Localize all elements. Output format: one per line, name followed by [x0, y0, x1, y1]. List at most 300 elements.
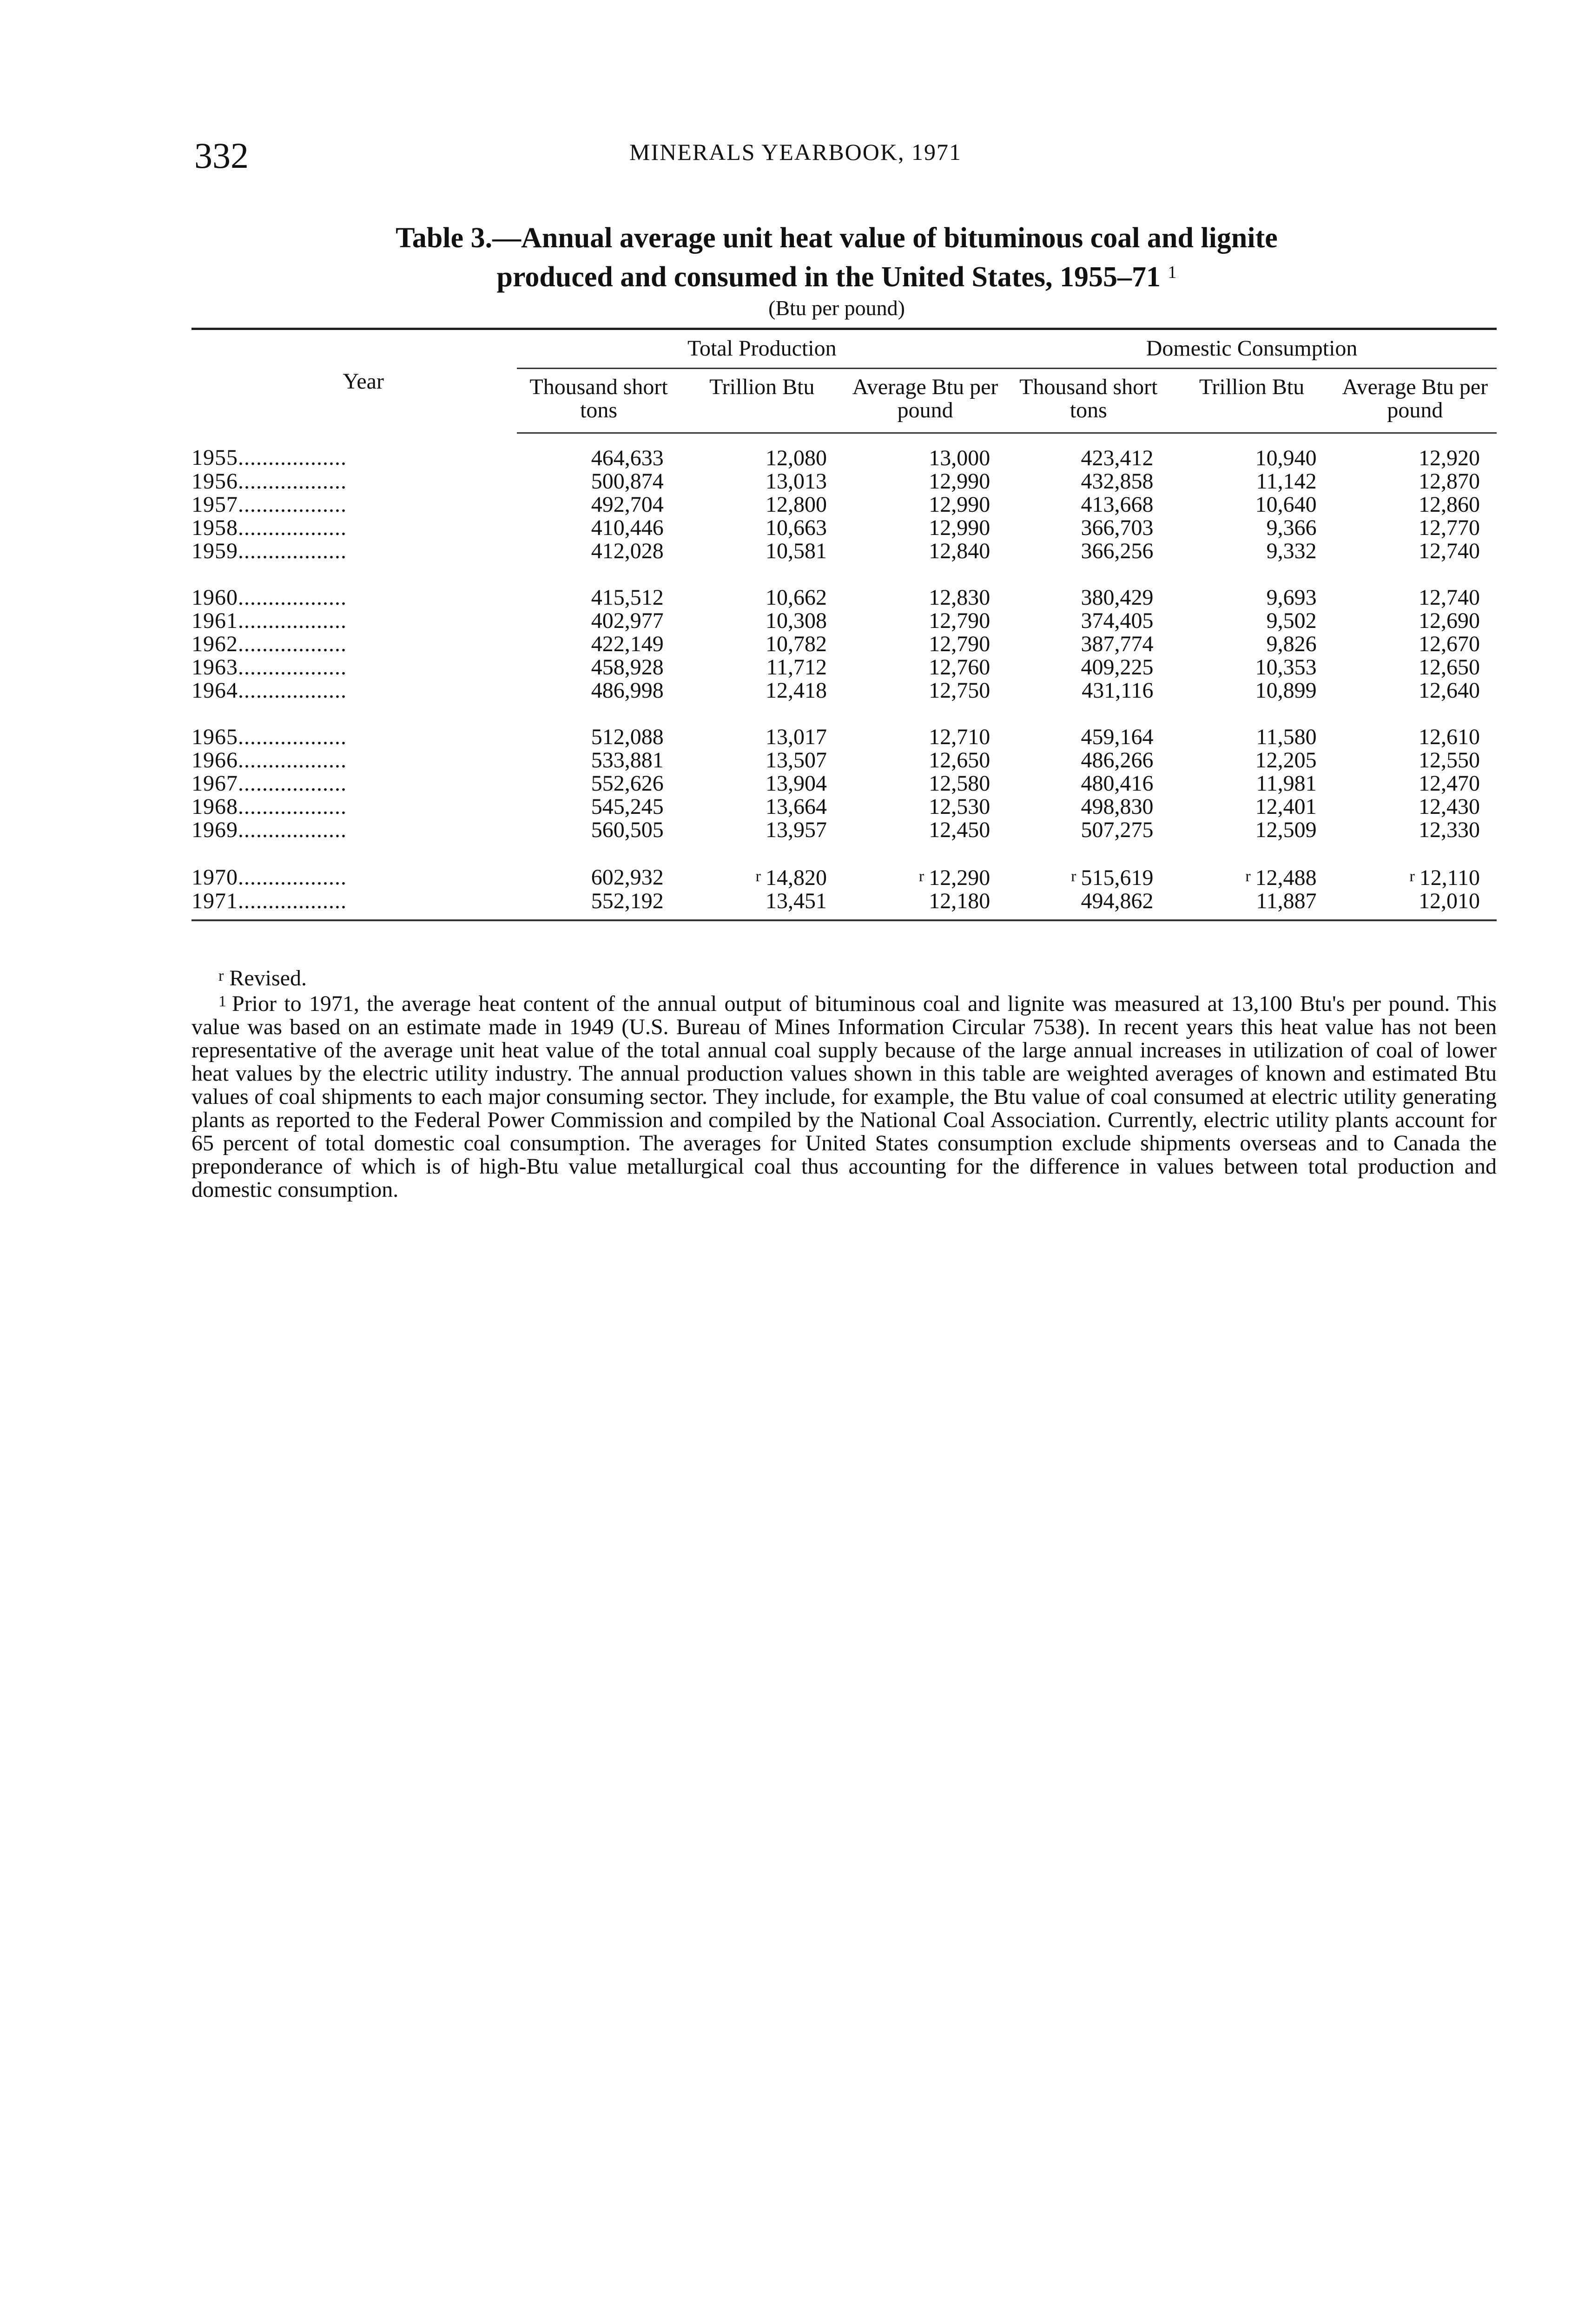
value-cell: [844, 656, 1007, 679]
revised-marker: r: [918, 868, 924, 885]
domestic-consumption-label: Domestic Consumption: [1146, 336, 1358, 361]
value-cell: [680, 702, 844, 749]
value-cell: [844, 433, 1007, 470]
cell-value: 13,000: [929, 446, 990, 470]
value-cell: [1007, 656, 1170, 679]
value-cell: [1007, 609, 1170, 633]
cell-value: 12,990: [929, 469, 990, 494]
value-cell: [1007, 433, 1170, 470]
leader-dots: ..................: [238, 516, 347, 540]
cell-value: 410,446: [591, 515, 664, 540]
year-cell: [191, 795, 517, 819]
value-cell: [1007, 890, 1170, 920]
cell-value: 12,550: [1419, 748, 1480, 772]
value-cell: [680, 563, 844, 609]
value-cell: [517, 890, 680, 920]
cell-value: 12,488: [1255, 865, 1317, 890]
value-cell: [844, 633, 1007, 656]
revised-text: Revised.: [229, 966, 307, 990]
table-row: [191, 563, 1497, 609]
total-production-group: [517, 329, 1007, 369]
heat-value-table-wrap: [191, 328, 1497, 921]
value-cell: [1170, 563, 1333, 609]
cell-value: 498,830: [1081, 794, 1154, 819]
table-row: [191, 749, 1497, 772]
cell-value: 13,013: [765, 469, 827, 494]
year-cell: [191, 702, 517, 749]
value-cell: [1007, 679, 1170, 702]
value-cell: [680, 433, 844, 470]
cell-value: 374,405: [1081, 608, 1154, 633]
value-cell: [680, 633, 844, 656]
footnote-1-text: Prior to 1971, the average heat content of the annual output of bituminous coal and lignite was measured at 13,100 Btu's per pound. This value was based on an estimate made in 1949 (U.S. Bureau of Mines Information Circular 7538). In recent years this heat value has not been representative of the average unit heat value of the total annual coal supply because of the large annual increases in utilization of coal of lower heat values by the electric utility industry. The annual production values shown in this table are weighted averages of known and estimated Btu values of coal shipments to each major consuming sector. They include, for example, the Btu value of coal consumed at electric utility generating plants as reported to the Federal Power Commission and compiled by the National Coal Association. Currently, electric utility plants account for 65 percent of total domestic coal consumption. The averages for United States consumption exclude shipments overseas and to Canada the preponderance of which is of high-Btu value metallurgical coal thus accounting for the difference in values between total production and domestic consumption.: [191, 991, 1497, 1202]
value-cell: [844, 609, 1007, 633]
cell-value: 507,275: [1081, 818, 1154, 842]
footnotes: [191, 964, 1497, 1202]
leader-dots: ..................: [238, 865, 347, 890]
cell-value: 431,116: [1082, 678, 1154, 703]
year-label: 1969: [191, 819, 238, 842]
running-head: MINERALS YEARBOOK, 1971: [629, 139, 962, 165]
value-cell: [680, 795, 844, 819]
value-cell: [844, 819, 1007, 842]
subheader-5: Average Btu per pound: [1334, 369, 1497, 433]
value-cell: [517, 493, 680, 516]
year-label: 1962: [191, 633, 238, 656]
value-cell: [1170, 656, 1333, 679]
table-title-line-2: [186, 255, 1487, 294]
cell-value: 12,920: [1419, 446, 1480, 470]
cell-value: 12,330: [1419, 818, 1480, 842]
year-cell: [191, 633, 517, 656]
value-cell: [517, 470, 680, 493]
year-cell: [191, 493, 517, 516]
table-row: [191, 842, 1497, 890]
value-cell: [844, 563, 1007, 609]
cell-value: 12,650: [929, 748, 990, 772]
value-cell: [1007, 563, 1170, 609]
leader-dots: ..................: [238, 749, 347, 772]
table-title-block: [186, 221, 1487, 322]
cell-value: 412,028: [591, 539, 664, 563]
revised-marker: r: [755, 868, 761, 885]
cell-value: 13,507: [765, 748, 827, 772]
footnote-1-marker: 1: [218, 993, 226, 1010]
value-cell: [844, 493, 1007, 516]
value-cell: [1007, 795, 1170, 819]
table-title-line-2-text: produced and consumed in the United States, 1955–71: [496, 261, 1161, 293]
cell-value: 11,981: [1256, 771, 1317, 796]
value-cell: [1007, 702, 1170, 749]
cell-value: 12,800: [765, 492, 827, 517]
cell-value: 11,142: [1256, 469, 1317, 494]
cell-value: 12,180: [929, 889, 990, 913]
year-label: 1964: [191, 679, 238, 702]
value-cell: [1170, 702, 1333, 749]
value-cell: [1170, 772, 1333, 795]
cell-value: 11,887: [1256, 889, 1317, 913]
cell-value: 545,245: [591, 794, 664, 819]
value-cell: [517, 563, 680, 609]
cell-value: 9,502: [1266, 608, 1317, 633]
cell-value: 10,662: [765, 585, 827, 610]
year-label: 1968: [191, 795, 238, 819]
cell-value: 12,470: [1419, 771, 1480, 796]
year-cell: [191, 749, 517, 772]
cell-value: 12,740: [1419, 539, 1480, 563]
leader-dots: ..................: [238, 540, 347, 563]
cell-value: 402,977: [591, 608, 664, 633]
value-cell: [1334, 890, 1497, 920]
revised-marker: r: [1245, 868, 1251, 885]
cell-value: 494,862: [1081, 889, 1154, 913]
year-cell: [191, 563, 517, 609]
year-cell: [191, 656, 517, 679]
leader-dots: ..................: [238, 656, 347, 679]
value-cell: [1334, 433, 1497, 470]
cell-value: 12,870: [1419, 469, 1480, 494]
cell-value: 12,110: [1419, 865, 1480, 890]
cell-value: 413,668: [1081, 492, 1154, 517]
year-cell: [191, 540, 517, 563]
value-cell: [517, 433, 680, 470]
value-cell: [1007, 470, 1170, 493]
year-cell: [191, 890, 517, 920]
value-cell: [517, 516, 680, 540]
cell-value: 12,840: [929, 539, 990, 563]
table-row: [191, 679, 1497, 702]
leader-dots: ..................: [238, 795, 347, 819]
cell-value: 560,505: [591, 818, 664, 842]
value-cell: [1007, 540, 1170, 563]
cell-value: 422,149: [591, 632, 664, 656]
cell-value: 10,581: [765, 539, 827, 563]
cell-value: 492,704: [591, 492, 664, 517]
cell-value: 500,874: [591, 469, 664, 494]
year-label: 1959: [191, 540, 238, 563]
cell-value: 552,626: [591, 771, 664, 796]
value-cell: [1170, 493, 1333, 516]
cell-value: 12,580: [929, 771, 990, 796]
cell-value: 10,940: [1255, 446, 1317, 470]
title-footnote-marker: 1: [1168, 263, 1177, 282]
cell-value: 9,826: [1266, 632, 1317, 656]
value-cell: [680, 540, 844, 563]
value-cell: [680, 656, 844, 679]
value-cell: [517, 656, 680, 679]
cell-value: 9,332: [1266, 539, 1317, 563]
value-cell: [1007, 749, 1170, 772]
subheader-3: Thousand short tons: [1007, 369, 1170, 433]
cell-value: 13,904: [765, 771, 827, 796]
value-cell: [680, 516, 844, 540]
table-title-line-1: Table 3.—Annual average unit heat value of bituminous coal and lignite: [396, 222, 1278, 254]
value-cell: [844, 749, 1007, 772]
value-cell: [517, 679, 680, 702]
leader-dots: ..................: [238, 633, 347, 656]
cell-value: 486,266: [1081, 748, 1154, 772]
cell-value: 12,080: [765, 446, 827, 470]
table-row: [191, 609, 1497, 633]
value-cell: [517, 795, 680, 819]
cell-value: 366,256: [1081, 539, 1154, 563]
value-cell: [844, 702, 1007, 749]
year-cell: [191, 516, 517, 540]
value-cell: [680, 749, 844, 772]
leader-dots: ..................: [238, 609, 347, 633]
cell-value: 12,401: [1255, 794, 1317, 819]
value-cell: [680, 679, 844, 702]
leader-dots: ..................: [238, 819, 347, 842]
value-cell: [680, 470, 844, 493]
cell-value: 10,663: [765, 515, 827, 540]
value-cell: [844, 540, 1007, 563]
cell-value: 366,703: [1081, 515, 1154, 540]
footnote-revised: [191, 964, 1497, 990]
leader-dots: ..................: [238, 445, 347, 470]
cell-value: 552,192: [591, 889, 664, 913]
leader-dots: ..................: [238, 772, 347, 795]
cell-value: 9,366: [1266, 515, 1317, 540]
year-cell: [191, 842, 517, 890]
year-label: 1955: [191, 445, 238, 470]
year-cell: [191, 433, 517, 470]
cell-value: 12,770: [1419, 515, 1480, 540]
value-cell: [1007, 633, 1170, 656]
cell-value: 12,640: [1419, 678, 1480, 703]
cell-value: 12,740: [1419, 585, 1480, 610]
year-cell: [191, 772, 517, 795]
value-cell: [1334, 633, 1497, 656]
year-label: 1958: [191, 516, 238, 540]
cell-value: 12,760: [929, 655, 990, 680]
cell-value: 13,017: [765, 725, 827, 749]
cell-value: 12,205: [1255, 748, 1317, 772]
value-cell: [1334, 795, 1497, 819]
footnote-1: [191, 990, 1497, 1202]
value-cell: [1170, 679, 1333, 702]
cell-value: 12,530: [929, 794, 990, 819]
cell-value: 12,690: [1419, 608, 1480, 633]
table-row: [191, 493, 1497, 516]
value-cell: [1170, 609, 1333, 633]
value-cell: [517, 749, 680, 772]
cell-value: 13,957: [765, 818, 827, 842]
value-cell: [680, 842, 844, 890]
year-label: 1966: [191, 749, 238, 772]
cell-value: 12,790: [929, 632, 990, 656]
cell-value: 533,881: [591, 748, 664, 772]
value-cell: [1170, 433, 1333, 470]
cell-value: 12,290: [929, 865, 990, 890]
value-cell: [1007, 516, 1170, 540]
table-unit: (Btu per pound): [768, 296, 905, 320]
cell-value: 423,412: [1081, 446, 1154, 470]
year-label: 1957: [191, 493, 238, 516]
value-cell: [517, 702, 680, 749]
subheader-1: Trillion Btu: [680, 369, 844, 433]
cell-value: 459,164: [1081, 725, 1154, 749]
year-label: 1960: [191, 585, 238, 609]
value-cell: [1170, 633, 1333, 656]
cell-value: 12,010: [1419, 889, 1480, 913]
cell-value: 10,308: [765, 608, 827, 633]
cell-value: 12,610: [1419, 725, 1480, 749]
value-cell: [1334, 470, 1497, 493]
value-cell: [1334, 516, 1497, 540]
value-cell: [517, 772, 680, 795]
year-label: 1963: [191, 656, 238, 679]
cell-value: 380,429: [1081, 585, 1154, 610]
cell-value: 458,928: [591, 655, 664, 680]
value-cell: [1334, 842, 1497, 890]
subheader-2: Average Btu per pound: [844, 369, 1007, 433]
year-label: 1970: [191, 865, 238, 890]
value-cell: [1170, 890, 1333, 920]
leader-dots: ..................: [238, 725, 347, 749]
cell-value: 602,932: [591, 865, 664, 890]
value-cell: [1170, 540, 1333, 563]
cell-value: 464,633: [591, 446, 664, 470]
year-cell: [191, 679, 517, 702]
value-cell: [844, 890, 1007, 920]
value-cell: [680, 609, 844, 633]
table-row: [191, 890, 1497, 920]
value-cell: [1334, 540, 1497, 563]
cell-value: 512,088: [591, 725, 664, 749]
value-cell: [1007, 842, 1170, 890]
year-cell: [191, 819, 517, 842]
cell-value: 12,670: [1419, 632, 1480, 656]
value-cell: [1170, 516, 1333, 540]
value-cell: [1170, 819, 1333, 842]
domestic-consumption-group: [1007, 329, 1497, 369]
cell-value: 12,990: [929, 515, 990, 540]
value-cell: [1334, 656, 1497, 679]
year-label: 1967: [191, 772, 238, 795]
value-cell: [1334, 493, 1497, 516]
cell-value: 12,790: [929, 608, 990, 633]
cell-value: 12,830: [929, 585, 990, 610]
value-cell: [517, 842, 680, 890]
cell-value: 12,450: [929, 818, 990, 842]
cell-value: 486,998: [591, 678, 664, 703]
year-column-header: Year: [191, 329, 517, 433]
leader-dots: ..................: [238, 585, 347, 609]
cell-value: 10,782: [765, 632, 827, 656]
cell-value: 14,820: [765, 865, 827, 890]
value-cell: [844, 470, 1007, 493]
value-cell: [1334, 679, 1497, 702]
value-cell: [1334, 819, 1497, 842]
value-cell: [844, 516, 1007, 540]
value-cell: [1170, 795, 1333, 819]
cell-value: 515,619: [1081, 865, 1154, 890]
table-row: [191, 433, 1497, 470]
table-row: [191, 702, 1497, 749]
cell-value: 432,858: [1081, 469, 1154, 494]
revised-marker: r: [218, 967, 224, 984]
cell-value: 13,451: [765, 889, 827, 913]
value-cell: [680, 819, 844, 842]
value-cell: [680, 772, 844, 795]
value-cell: [1007, 819, 1170, 842]
table-row: [191, 516, 1497, 540]
value-cell: [1334, 609, 1497, 633]
value-cell: [1334, 563, 1497, 609]
year-cell: [191, 609, 517, 633]
cell-value: 12,710: [929, 725, 990, 749]
table-row: [191, 540, 1497, 563]
value-cell: [1170, 749, 1333, 772]
page-number: 332: [194, 135, 249, 176]
value-cell: [1007, 772, 1170, 795]
value-cell: [517, 633, 680, 656]
total-production-label: Total Production: [687, 336, 837, 361]
table-row: [191, 772, 1497, 795]
cell-value: 13,664: [765, 794, 827, 819]
value-cell: [517, 609, 680, 633]
table-row: [191, 470, 1497, 493]
year-label: 1956: [191, 470, 238, 493]
table-row: [191, 656, 1497, 679]
cell-value: 12,750: [929, 678, 990, 703]
year-label: 1965: [191, 725, 238, 749]
cell-value: 10,640: [1255, 492, 1317, 517]
value-cell: [1170, 842, 1333, 890]
leader-dots: ..................: [238, 493, 347, 516]
table-row: [191, 795, 1497, 819]
leader-dots: ..................: [238, 890, 347, 913]
cell-value: 480,416: [1081, 771, 1154, 796]
cell-value: 10,899: [1255, 678, 1317, 703]
value-cell: [517, 819, 680, 842]
year-cell: [191, 470, 517, 493]
subheader-0: Thousand short tons: [517, 369, 680, 433]
value-cell: [680, 890, 844, 920]
table-row: [191, 633, 1497, 656]
value-cell: [1334, 749, 1497, 772]
value-cell: [844, 842, 1007, 890]
cell-value: 12,430: [1419, 794, 1480, 819]
value-cell: [844, 679, 1007, 702]
cell-value: 415,512: [591, 585, 664, 610]
cell-value: 12,860: [1419, 492, 1480, 517]
cell-value: 12,418: [765, 678, 827, 703]
value-cell: [1170, 470, 1333, 493]
table-row: [191, 819, 1497, 842]
cell-value: 409,225: [1081, 655, 1154, 680]
cell-value: 12,650: [1419, 655, 1480, 680]
revised-marker: r: [1409, 868, 1415, 885]
value-cell: [844, 772, 1007, 795]
heat-value-table: [191, 328, 1497, 921]
cell-value: 387,774: [1081, 632, 1154, 656]
revised-marker: r: [1071, 868, 1076, 885]
cell-value: 9,693: [1266, 585, 1317, 610]
leader-dots: ..................: [238, 470, 347, 493]
value-cell: [1334, 702, 1497, 749]
value-cell: [680, 493, 844, 516]
cell-value: 12,509: [1255, 818, 1317, 842]
subheader-4: Trillion Btu: [1170, 369, 1333, 433]
cell-value: 12,990: [929, 492, 990, 517]
year-label: 1971: [191, 890, 238, 913]
cell-value: 11,580: [1256, 725, 1317, 749]
table-body: [191, 433, 1497, 921]
cell-value: 11,712: [766, 655, 827, 680]
value-cell: [1007, 493, 1170, 516]
